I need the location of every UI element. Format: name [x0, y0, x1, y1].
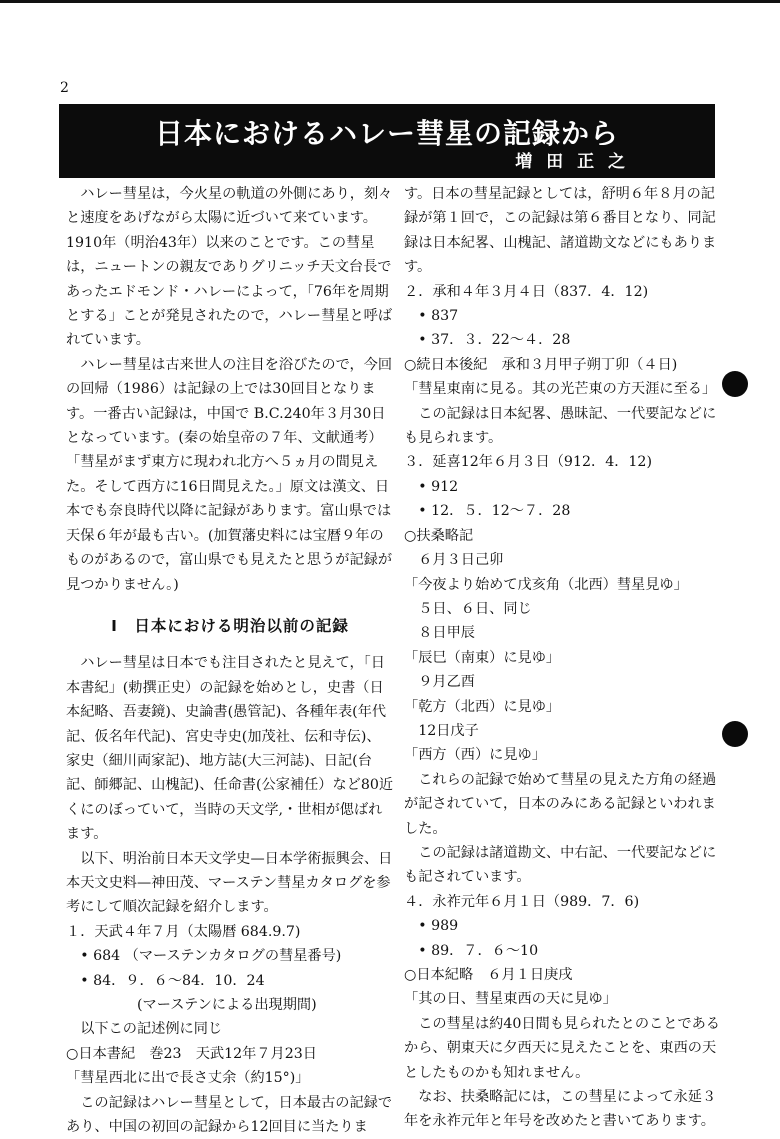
left-paragraph: 「彗星西北に出で長さ丈余（約15°)」: [66, 1070, 310, 1087]
right-paragraph: ○日本紀略 ６月１日庚戌: [404, 967, 573, 983]
left-paragraph: この記録はハレー彗星として，日本最古の記録であり、中国の初回の記録から12回目に当たりま: [66, 1094, 393, 1136]
author-name: 増 田 正 之: [515, 152, 629, 172]
right-column: [404, 182, 728, 1134]
punch-hole-dot: [722, 721, 748, 747]
left-paragraph: ○日本書紀 巻23 天武12年７月23日: [66, 1045, 317, 1062]
right-paragraph: 「今夜より始めて戊亥角（北西）彗星見ゆ」: [404, 576, 688, 593]
left-paragraph: ハレー彗星は日本でも注目されたと見えて，「日本書紀」(勅撰正史）の記録を始めとし，史書（日本紀略、吾妻鏡)、史論書(愚管記)、各種年表(年代記、仮名年代記)、宮史寺史(加茂社、伝和寺伝)、家史（細川両家記)、地方誌(大三河誌)、日記(台記、師郷記、山槐記)、任命書(公家補任）など80近くにのぼっていて，当時の天文学,・世相が偲ばれます。: [66, 655, 394, 843]
left-paragraph: １．天武４年７月（太陽暦 684.9.7): [66, 923, 301, 940]
right-paragraph: 「乾方（北西）に見ゆ」: [404, 698, 561, 715]
right-paragraph: なお、扶桑略記には，この彗星によって永延３年を永祚元年と年号を改めたと書いてあります。: [404, 1089, 717, 1130]
right-paragraph: この彗星は約40日間も見られたとのことであるから、朝東天に夕西天に見えたことを、東西の天としたものかも知れません。: [404, 1015, 720, 1081]
right-paragraph: • 989: [418, 918, 459, 935]
left-column: [66, 182, 394, 1139]
left-paragraph: 以下この記述例に同じ: [80, 1021, 223, 1038]
right-paragraph: 「辰巳（南東）に見ゆ」: [404, 649, 561, 666]
right-paragraph: • 912: [418, 478, 459, 495]
left-paragraph: 以下、明治前日本天文学史—日本学術振興会、日本天文史料—神田茂、マーステン彗星カタログを参考にして順次記録を紹介します。: [66, 850, 393, 916]
right-paragraph: これらの記録で始めて彗星の見えた方角の経過が記されていて，日本のみにある記録といわれました。: [404, 771, 717, 837]
left-paragraph: (マーステンによる出現期間): [137, 997, 317, 1013]
left-paragraph: ハレー彗星は，今火星の軌道の外側にあり，刻々と速度をあげながら太陽に近づいて来ています。1910年（明治43年）以来のことです。この彗星は，ニュートンの親友でありグリニッチ天文台長であったエドモンド・ハレーによって，「76年を周期とする」ことが発見されたので，ハレー彗星と呼ばれています。: [66, 186, 393, 349]
section-heading: Ⅰ 日本における明治以前の記録: [111, 616, 349, 635]
left-paragraph: ハレー彗星は古来世人の注目を浴びたので，今回の回帰（1986）は記録の上では30回目となります。一番古い記録は，中国で B.C.240年３月30日となっています。(秦の始皇帝の７年、文献通考）「彗星がまず東方に現われ北方へ５ヵ月の間見えた。そして西方に16日間見えた。」原文は漢文、日本でも奈良時代以降に記録があります。富山県では天保６年が最も古い。(加賀藩史料には宝暦９年のものがあるので，富山県でも見えたと思うが記録が見つかりません。): [66, 356, 393, 593]
right-paragraph: 12日戊子: [418, 722, 479, 739]
right-paragraph: • 12．５．12～７．28: [418, 503, 571, 520]
right-paragraph: ２．承和４年３月４日（837．4．12): [404, 283, 649, 300]
right-paragraph: • 89．７．６～10: [418, 942, 539, 959]
left-paragraph: • 84．９．６～84．10．24: [80, 972, 265, 989]
right-paragraph: この記録は諸道勘文、中右記、一代要記などにも記されています。: [404, 844, 717, 886]
right-paragraph: ８日甲辰: [418, 625, 475, 642]
right-paragraph: ○続日本後紀 承和３月甲子朔丁卯（４日): [404, 356, 678, 373]
right-paragraph: ５日、６日、同じ: [418, 600, 532, 617]
right-paragraph: ○扶桑略記: [404, 527, 474, 544]
right-paragraph: 「其の日、彗星東西の天に見ゆ」: [404, 991, 617, 1008]
right-paragraph: ６月３日己卯: [418, 552, 504, 569]
right-paragraph: • 837: [418, 308, 459, 325]
right-paragraph: 「彗星東南に見る。其の光芒東の方天涯に至る」: [404, 381, 717, 398]
right-paragraph: ９月乙酉: [418, 674, 475, 691]
top-rule: [0, 0, 780, 3]
left-paragraph: • 684 （マーステンカタログの彗星番号): [80, 948, 342, 965]
right-paragraph: この記録は日本紀畧、愚昧記、一代要記などにも見られます。: [404, 405, 717, 447]
right-paragraph: ４．永祚元年６月１日（989．7．6): [404, 893, 640, 910]
right-paragraph: ３．延喜12年６月３日（912．4．12): [404, 454, 652, 471]
article-title: 日本におけるハレー彗星の記録から: [154, 117, 619, 150]
title-banner: [59, 104, 715, 178]
punch-hole-dot: [722, 371, 748, 397]
right-paragraph: 「西方（西）に見ゆ」: [404, 747, 546, 764]
right-paragraph: す。日本の彗星記録としては，舒明６年８月の記録が第１回で，この記録は第６番目となり、同記録は日本紀畧、山槐記、諸道勘文などにもあります。: [404, 186, 717, 276]
page-number: 2: [60, 80, 69, 96]
right-paragraph: • 37．３．22～４．28: [418, 332, 571, 349]
